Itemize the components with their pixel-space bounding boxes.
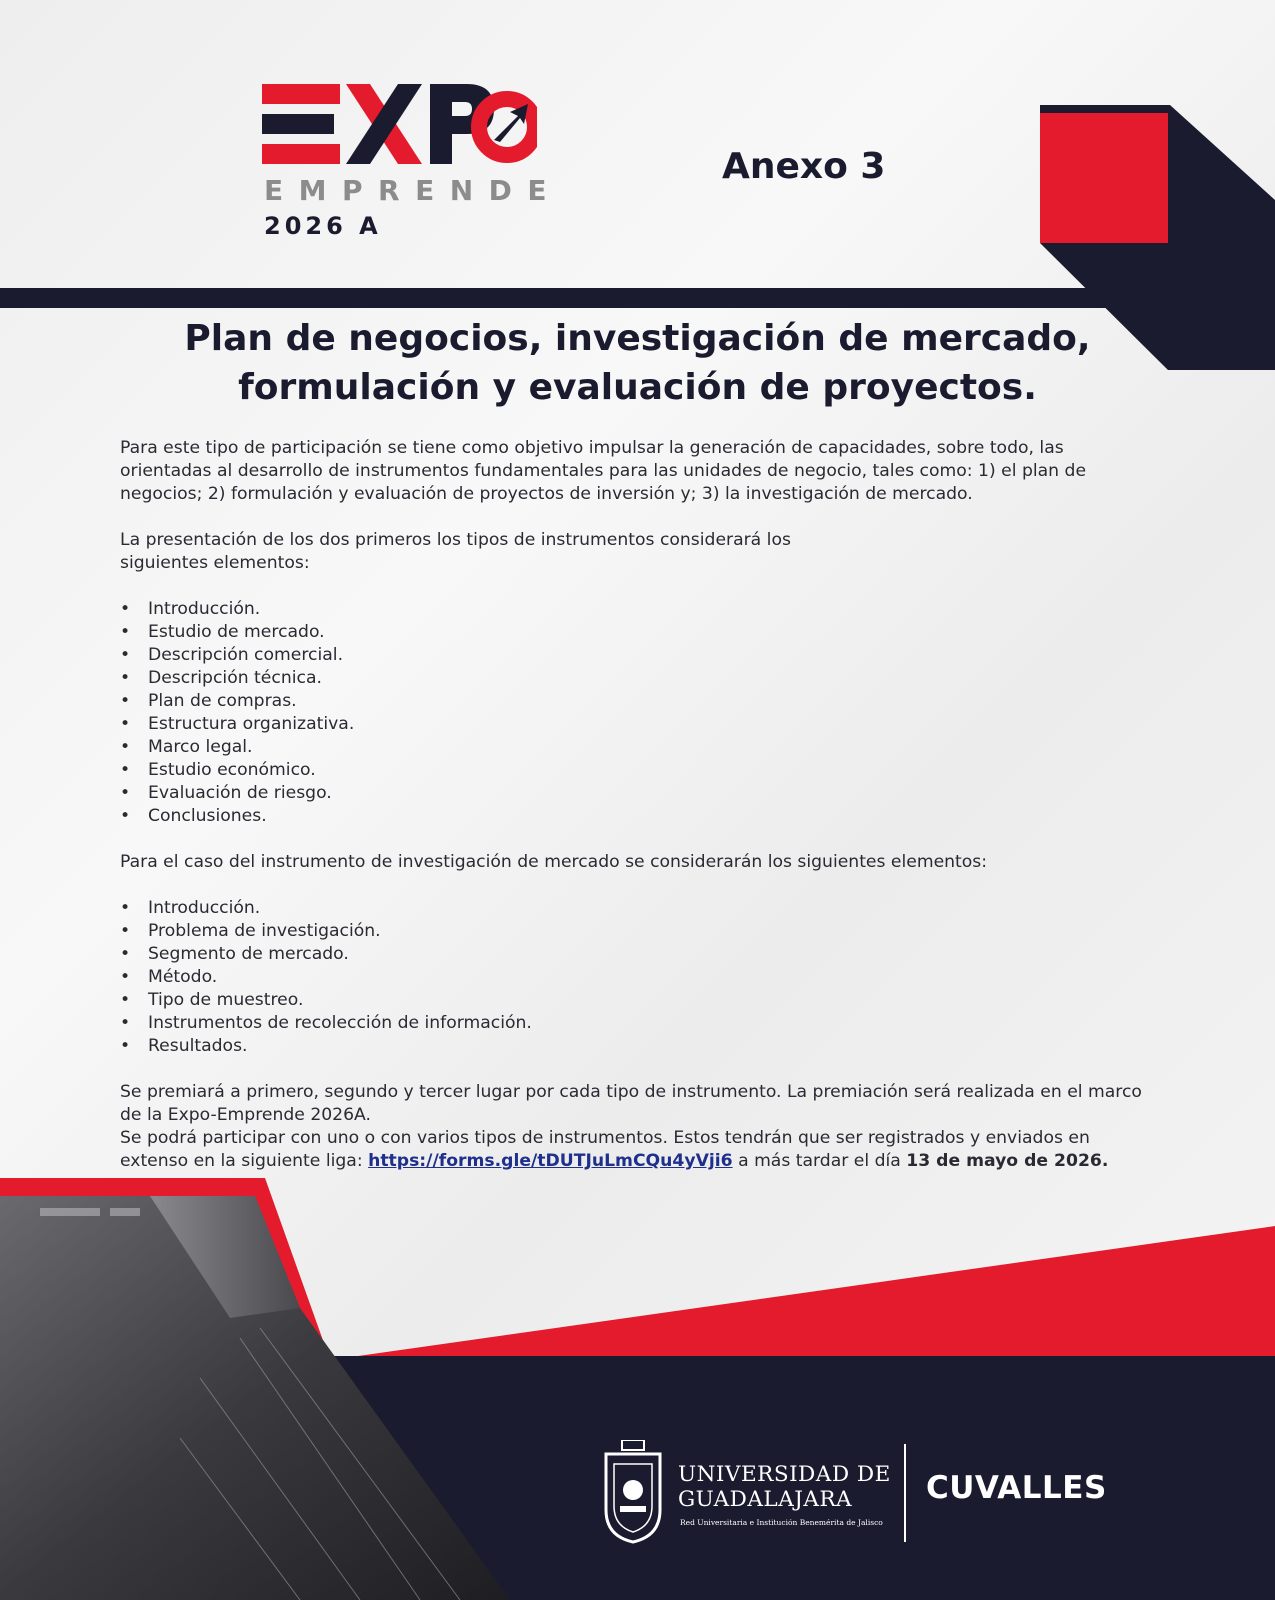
footer-logos bbox=[600, 1440, 1120, 1550]
university-subtitle: Red Universitaria e Institución Benemérita de Jalisco bbox=[680, 1518, 883, 1527]
campus-name: CUVALLES bbox=[926, 1470, 1107, 1506]
list-item: • Instrumentos de recolección de información. bbox=[120, 1012, 1155, 1035]
section1-list bbox=[120, 598, 1155, 828]
university-shield-icon bbox=[600, 1440, 666, 1544]
list-item: • Marco legal. bbox=[120, 736, 1155, 759]
list-item: • Estudio económico. bbox=[120, 759, 1155, 782]
list-item: • Conclusiones. bbox=[120, 805, 1155, 828]
list-item: • Tipo de muestreo. bbox=[120, 989, 1155, 1012]
list-item: • Plan de compras. bbox=[120, 690, 1155, 713]
section2-list bbox=[120, 897, 1155, 1058]
university-name bbox=[678, 1462, 891, 1512]
logo-year-text: 2026 A bbox=[264, 212, 382, 240]
expo-logo-mark bbox=[262, 82, 537, 168]
expo-emprende-logo bbox=[262, 82, 563, 242]
list-item: • Estudio de mercado. bbox=[120, 621, 1155, 644]
annex-label: Anexo 3 bbox=[722, 146, 886, 187]
section1-intro: La presentación de los dos primeros los tipos de instrumentos considerará los siguientes elementos: bbox=[120, 530, 791, 573]
deadline-prefix: a más tardar el día bbox=[732, 1151, 907, 1171]
intro-paragraph: Para este tipo de participación se tiene como objetivo impulsar la generación de capacidades, sobre todo, las orientadas al desarrollo de instrumentos fundamentales para las unidades de negocio, tales como: 1) el plan de negocios; 2) formulación y evaluación de proyectos de inversión y; 3) la investigación de mercado. bbox=[120, 438, 1087, 504]
list-item: • Resultados. bbox=[120, 1035, 1155, 1058]
document-body bbox=[120, 437, 1155, 1173]
list-item: • Introducción. bbox=[120, 897, 1155, 920]
deadline-date: 13 de mayo de 2026. bbox=[906, 1151, 1109, 1171]
list-item: • Evaluación de riesgo. bbox=[120, 782, 1155, 805]
logo-emprende-text: EMPRENDE bbox=[264, 174, 563, 207]
section2-intro: Para el caso del instrumento de investigación de mercado se considerarán los siguientes elementos: bbox=[120, 852, 988, 872]
registration-link[interactable]: https://forms.gle/tDUTJuLmCQu4yVji6 bbox=[368, 1151, 733, 1171]
list-item: • Estructura organizativa. bbox=[120, 713, 1155, 736]
awards-paragraph: Se premiará a primero, segundo y tercer lugar por cada tipo de instrumento. La premiación será realizada en el marco de la Expo-Emprende 2026A. bbox=[120, 1082, 1142, 1125]
university-line1: UNIVERSIDAD DE bbox=[678, 1462, 891, 1487]
list-item: • Segmento de mercado. bbox=[120, 943, 1155, 966]
list-item: • Descripción técnica. bbox=[120, 667, 1155, 690]
page-title: Plan de negocios, investigación de mercado, formulación y evaluación de proyectos. bbox=[184, 318, 1091, 408]
registration-paragraph bbox=[120, 1127, 1155, 1173]
list-item: • Introducción. bbox=[120, 598, 1155, 621]
list-item: • Descripción comercial. bbox=[120, 644, 1155, 667]
list-item: • Método. bbox=[120, 966, 1155, 989]
registration-text: Se podrá participar con uno o con varios tipos de instrumentos. Estos tendrán que ser registrados y enviados en extenso en la siguiente liga: bbox=[120, 1128, 1090, 1171]
list-item: • Problema de investigación. bbox=[120, 920, 1155, 943]
university-line2: GUADALAJARA bbox=[678, 1487, 853, 1512]
footer-divider bbox=[904, 1444, 906, 1542]
